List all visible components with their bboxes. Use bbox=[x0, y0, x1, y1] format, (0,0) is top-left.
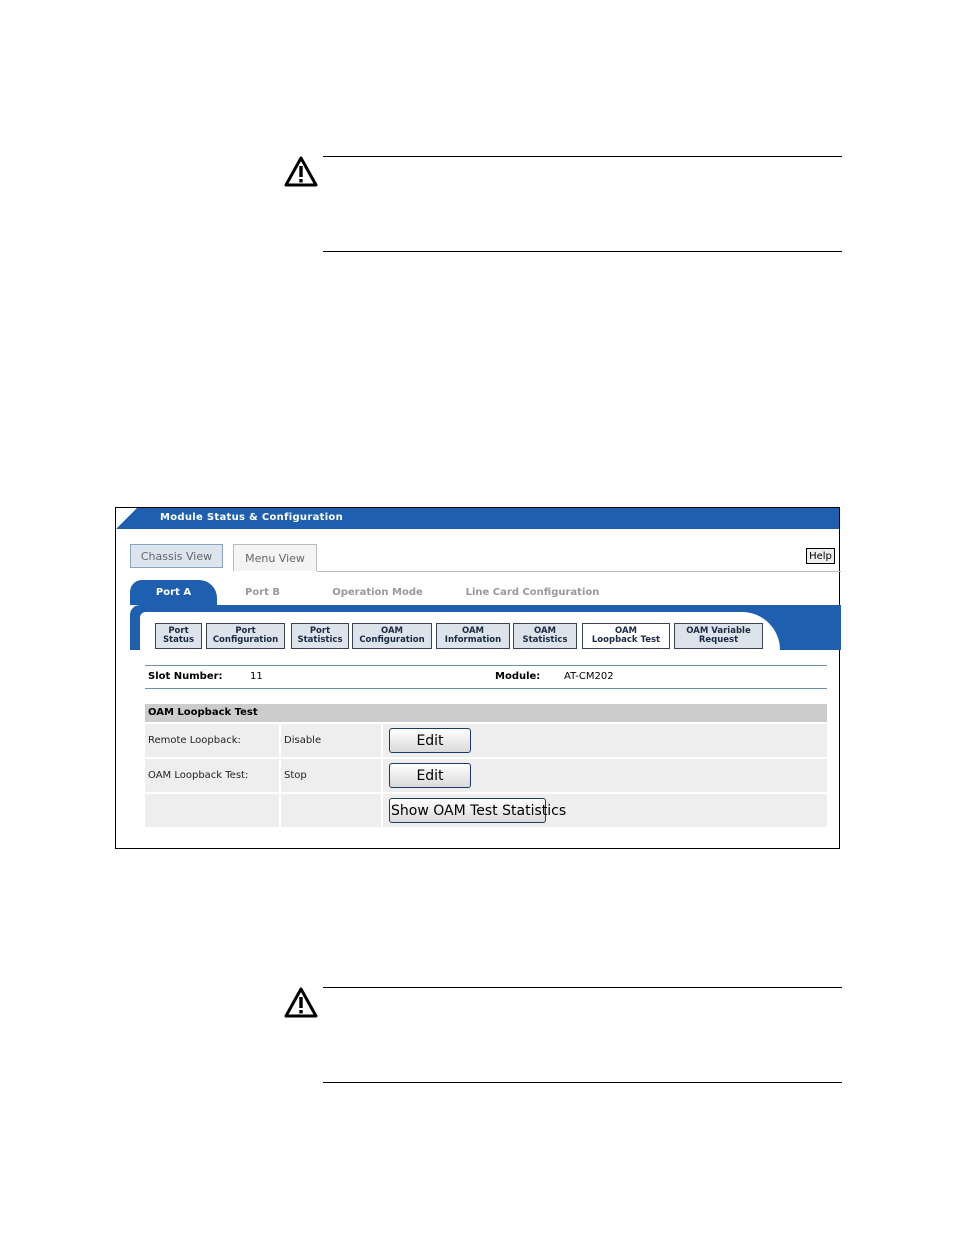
empty-value-cell bbox=[281, 794, 381, 827]
table-row bbox=[145, 724, 827, 757]
caution-rule-bottom bbox=[323, 251, 842, 252]
module-status-window bbox=[115, 507, 840, 849]
show-oam-test-statistics-button[interactable]: Show OAM Test Statistics bbox=[389, 798, 546, 823]
edit-remote-loopback-button[interactable]: Edit bbox=[389, 728, 471, 753]
slot-number-value: 11 bbox=[250, 671, 263, 682]
remote-loopback-label: Remote Loopback: bbox=[145, 724, 279, 757]
tab-line-card-configuration[interactable]: Line Card Configuration bbox=[465, 587, 600, 598]
subtab-port-status[interactable]: Port Status bbox=[155, 623, 202, 649]
oam-loopback-test-value: Stop bbox=[281, 759, 381, 792]
caution-rule-top bbox=[323, 156, 842, 157]
warning-icon bbox=[284, 987, 318, 1019]
caution-block-bottom bbox=[0, 987, 954, 1087]
tab-port-a[interactable]: Port A bbox=[130, 580, 217, 605]
oam-loopback-test-label: OAM Loopback Test: bbox=[145, 759, 279, 792]
subtab-oam-configuration[interactable]: OAM Configuration bbox=[352, 623, 432, 649]
caution-rule-top bbox=[323, 987, 842, 988]
subtab-port-statistics[interactable]: Port Statistics bbox=[291, 623, 349, 649]
window-title: Module Status & Configuration bbox=[160, 512, 344, 523]
subtab-oam-variable-request[interactable]: OAM Variable Request bbox=[674, 623, 763, 649]
module-label: Module: bbox=[495, 671, 541, 682]
chassis-view-button[interactable]: Chassis View bbox=[130, 544, 223, 568]
edit-oam-loopback-test-button[interactable]: Edit bbox=[389, 763, 471, 788]
help-button[interactable]: Help bbox=[806, 548, 835, 564]
empty-label-cell bbox=[145, 794, 279, 827]
slot-number-label: Slot Number: bbox=[148, 671, 223, 682]
module-value: AT-CM202 bbox=[564, 671, 614, 682]
slot-info-row bbox=[145, 665, 827, 689]
caution-block-top bbox=[0, 156, 954, 256]
tab-operation-mode[interactable]: Operation Mode bbox=[332, 587, 423, 598]
warning-icon bbox=[284, 156, 318, 188]
view-divider bbox=[317, 571, 841, 572]
section-title: OAM Loopback Test bbox=[145, 704, 827, 722]
subtab-oam-statistics[interactable]: OAM Statistics bbox=[513, 623, 577, 649]
menu-view-button[interactable]: Menu View bbox=[233, 544, 317, 571]
subtab-oam-loopback-test[interactable]: OAM Loopback Test bbox=[582, 623, 670, 649]
table-row bbox=[145, 794, 827, 827]
tab-port-b[interactable]: Port B bbox=[244, 587, 280, 598]
window-titlebar bbox=[116, 508, 839, 529]
subtab-oam-information[interactable]: OAM Information bbox=[436, 623, 510, 649]
caution-rule-bottom bbox=[323, 1082, 842, 1083]
remote-loopback-value: Disable bbox=[281, 724, 381, 757]
table-row bbox=[145, 759, 827, 792]
subtab-port-configuration[interactable]: Port Configuration bbox=[206, 623, 285, 649]
